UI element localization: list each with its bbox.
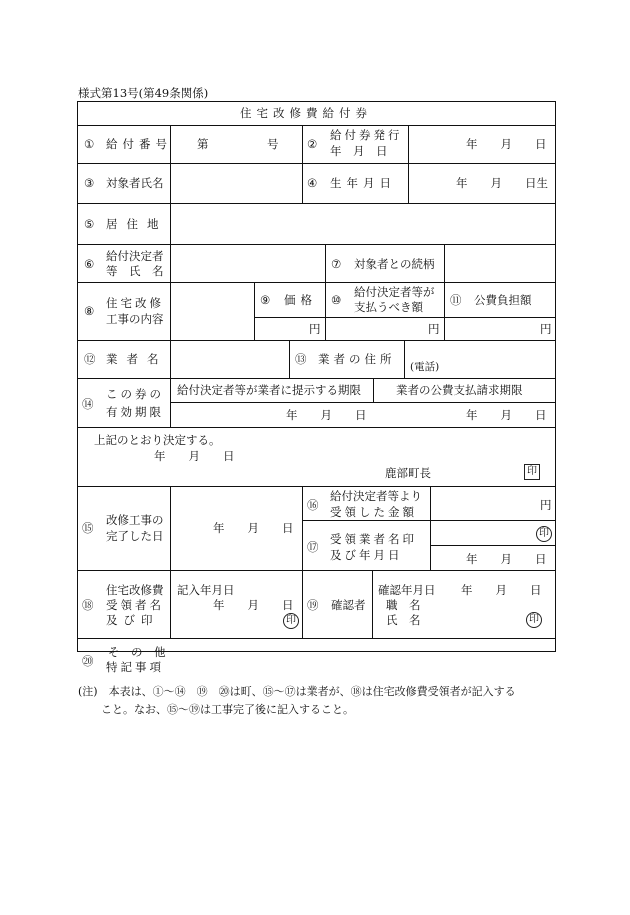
decision-text: 上記のとおり決定する。 [94,433,221,447]
vendor-seal-mark: 印 [536,526,552,542]
item-number: ⑧ [84,304,95,318]
item-number: ⑤ [84,217,95,231]
label-issue-date-sub: 年 月 日 [330,144,388,158]
col-line [170,486,171,638]
item-number: ⑰ [307,540,319,554]
presentation-deadline-date: 年 月 日 [286,408,367,422]
label-public-burden: 公費負担額 [474,293,532,307]
form-number: 様式第13号(第49条関係) [78,86,209,100]
payable-yen: 円 [428,322,440,336]
label-completion-date: 改修工事の [106,513,164,527]
item-number: ⑬ [295,352,307,366]
col-line [254,282,255,340]
col-line [302,486,303,638]
received-amount-yen: 円 [540,498,552,512]
row-line [77,244,556,245]
name-label: 氏 名 [386,613,421,627]
item-number: ⑫ [84,352,96,366]
item-number: ② [307,137,318,151]
entry-date-label: 記入年月日 [177,583,235,597]
label-work-content: 住宅改修 [106,296,164,310]
footnote-line-2: こと。なお、⑮〜⑲は工事完了後に記入すること。 [101,703,354,716]
row-line [77,427,556,428]
row-line [77,638,556,639]
label-remarks-sub: 特記事項 [106,660,164,674]
item-number: ⑩ [331,293,342,307]
label-work-content-sub: 工事の内容 [106,312,164,326]
item-number: ⑦ [331,257,342,271]
header-claim-deadline: 業者の公費支払請求期限 [396,383,523,397]
label-validity-sub: 有効期限 [106,405,164,419]
label-price: 価格 [284,293,317,307]
phone-label: (電話) [410,361,440,373]
mayor-seal-mark: 印 [524,464,540,480]
label-confirmer: 確認者 [331,598,366,612]
label-vendor-address: 業者の住所 [318,352,396,366]
form-title: 住宅改修費給付券 [240,106,372,120]
price-yen: 円 [309,322,321,336]
birth-date-value: 年 月 日生 [456,176,548,190]
header-presentation-deadline: 給付決定者等が業者に提示する期限 [177,383,361,397]
label-remarks: そ の 他 [108,645,166,659]
recipient-seal-mark: 印 [283,613,299,629]
row-line [77,486,556,487]
item-number: ③ [84,176,95,190]
item-number: ① [84,137,95,151]
label-residence: 居住地 [106,217,168,231]
col-line [372,570,373,638]
completion-date-value: 年 月 日 [213,521,294,535]
claim-deadline-date: 年 月 日 [466,408,547,422]
row-line [77,570,556,571]
row-line [77,125,556,126]
label-recipient-seal: 及び印 [106,613,159,627]
table-border-top [77,101,556,102]
benefit-number-prefix: 第 [197,137,209,151]
label-recipient: 住宅改修費 [106,583,164,597]
item-number: ⑱ [82,598,94,612]
col-line [408,125,409,203]
label-payable-amount: 給付決定者等が [354,285,435,299]
label-vendor-name: 業者名 [106,352,168,366]
row-line [77,282,556,283]
label-relationship: 対象者との続柄 [354,257,435,271]
row-line [77,163,556,164]
col-line [325,244,326,340]
label-validity: この券の [106,387,164,401]
public-burden-yen: 円 [540,322,552,336]
item-number: ⑲ [307,598,319,612]
confirmer-seal-mark: 印 [526,612,542,628]
decision-date: 年 月 日 [154,449,235,463]
entry-date-value: 年 月 日 [213,598,294,612]
row-line [77,203,556,204]
row-line [170,402,556,403]
row-line [430,545,556,546]
col-line [373,378,374,402]
item-number: ⑯ [307,498,319,512]
item-number: ⑥ [84,257,95,271]
col-line [444,244,445,340]
row-line [77,340,556,341]
label-subject-name: 対象者氏名 [106,176,164,190]
col-line [170,125,171,427]
label-issue-date: 給付券発行 [330,128,403,142]
row-line [302,520,556,521]
title-label: 職 名 [386,598,421,612]
item-number: ⑭ [82,397,94,411]
col-line [404,340,405,378]
item-number: ④ [307,176,318,190]
signer-title: 鹿部町長 [385,466,431,480]
col-line [302,125,303,203]
issue-date-value: 年 月 日 [466,137,547,151]
item-number: ⑨ [260,293,271,307]
confirm-date-value: 年 月 日 [461,583,542,597]
row-line [254,317,556,318]
label-completion-date-sub: 完了した日 [106,529,164,543]
item-number: ⑳ [82,654,94,668]
label-recipient-sub: 受領者名 [106,598,164,612]
row-line [77,378,556,379]
benefit-number-suffix: 号 [267,137,279,151]
item-number: ⑮ [82,521,94,535]
label-payable-amount-sub: 支払うべき額 [354,300,423,314]
label-received-amount: 給付決定者等より [330,489,422,503]
label-vendor-seal-sub: 及び年月日 [330,548,403,562]
label-received-amount-sub: 受領した金額 [330,505,417,519]
label-vendor-seal: 受領業者名印 [330,532,417,546]
label-decided-person-sub: 等 氏 名 [106,264,164,278]
label-decided-person: 給付決定者 [106,249,164,263]
item-number: ⑪ [450,293,462,307]
label-birth-date: 生年月日 [330,176,396,190]
confirm-date-label: 確認年月日 [378,583,436,597]
label-benefit-number: 給付番号 [106,137,172,151]
footnote-line-1: (注) 本表は、①〜⑭ ⑲ ⑳は町、⑮〜⑰は業者が、⑱は住宅改修費受領者が記入する [78,685,516,698]
col-line [430,486,431,570]
col-line [289,340,290,378]
vendor-seal-date: 年 月 日 [466,552,547,566]
